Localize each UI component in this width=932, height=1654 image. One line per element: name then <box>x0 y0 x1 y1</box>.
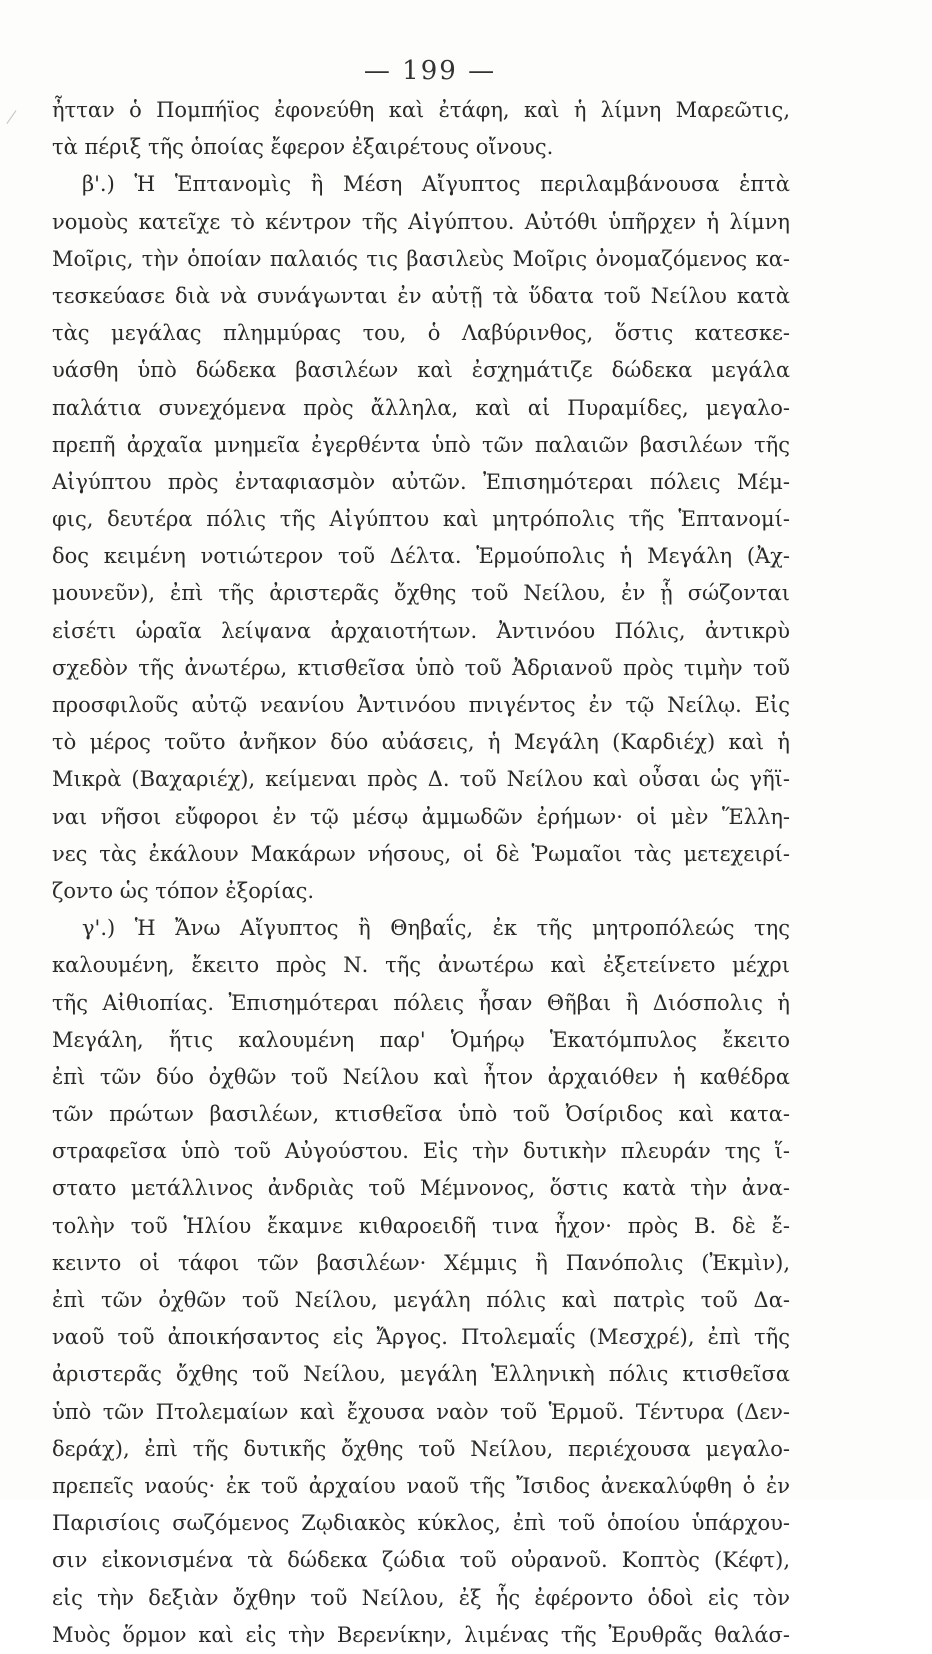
text-line: νες τὰς ἐκάλουν Μακάρων νήσους, οἱ δὲ Ῥωμαῖοι τὰς μετεχειρί- <box>52 841 790 866</box>
text-line: υάσθη ὑπὸ δώδεκα βασιλέων καὶ ἐσχημάτιζε δώδεκα μεγάλα <box>52 358 790 383</box>
text-line: σχεδὸν τῆς ἀνωτέρω, κτισθεῖσα ὑπὸ τοῦ Ἀδριανοῦ πρὸς τιμὴν τοῦ <box>52 655 790 680</box>
text-line: τὸ μέρος τοῦτο ἀνῆκον δύο αὐάσεις, ἡ Μεγάλη (Καρδιέχ) καὶ ἡ <box>52 730 790 755</box>
text-line: εἰσέτι ὡραῖα λείψανα ἀρχαιοτήτων. Ἀντινόου Πόλις, ἀντικρὺ <box>52 618 790 643</box>
text-line: τολὴν τοῦ Ἡλίου ἔκαμνε κιθαροειδῆ τινα ἦχον· πρὸς Β. δὲ ἔ- <box>52 1213 790 1238</box>
text-line: Μεγάλη, ἥτις καλουμένη παρ' Ὁμήρῳ Ἑκατόμπυλος ἔκειτο <box>52 1027 790 1052</box>
text-line: τεσκεύασε διὰ νὰ συνάγωνται ἐν αὐτῇ τὰ ὕδατα τοῦ Νείλου κατὰ <box>52 283 790 308</box>
text-line: στραφεῖσα ὑπὸ τοῦ Αὐγούστου. Εἰς τὴν δυτικὴν πλευράν της ἵ- <box>52 1139 790 1164</box>
text-line: Μοῖρις, τὴν ὁποίαν παλαιός τις βασιλεὺς Μοῖρις ὀνομαζόμενος κα- <box>52 246 790 271</box>
text-line: γ'.) Ἡ Ἄνω Αἴγυπτος ἢ Θηβαΐς, ἐκ τῆς μητροπόλεώς της <box>82 916 790 941</box>
text-line: τῶν πρώτων βασιλέων, κτισθεῖσα ὑπὸ τοῦ Ὀσίριδος καὶ κατα- <box>52 1102 790 1127</box>
text-line: παλάτια συνεχόμενα πρὸς ἄλληλα, καὶ αἱ Πυραμίδες, μεγαλο- <box>52 395 790 420</box>
margin-mark <box>6 110 24 129</box>
text-line: σιν εἰκονισμένα τὰ δώδεκα ζώδια τοῦ οὐρανοῦ. Κοπτὸς (Κέφτ), <box>52 1548 790 1573</box>
text-line: στατο μετάλλινος ἀνδριὰς τοῦ Μέμνονος, ὅστις κατὰ τὴν ἀνα- <box>52 1176 790 1201</box>
text-line: πρεπεῖς ναούς· ἐκ τοῦ ἀρχαίου ναοῦ τῆς Ἴσιδος ἀνεκαλύφθη ὁ ἐν <box>52 1473 790 1498</box>
text-line: ὑπὸ τῶν Πτολεμαίων καὶ ἔχουσα ναὸν τοῦ Ἑρμοῦ. Τέντυρα (Δεν- <box>52 1399 790 1424</box>
text-line: μουνεῦν), ἐπὶ τῆς ἀριστερᾶς ὄχθης τοῦ Νείλου, ἐν ᾗ σώζονται <box>52 581 790 606</box>
text-line: Μυὸς ὅρμον καὶ εἰς τὴν Βερενίκην, λιμένας τῆς Ἐρυθρᾶς θαλάσ- <box>52 1622 790 1647</box>
text-line: δος κειμένη νοτιώτερον τοῦ Δέλτα. Ἑρμούπολις ἡ Μεγάλη (Ἀχ- <box>52 544 790 569</box>
text-line: ἀριστερᾶς ὄχθης τοῦ Νείλου, μεγάλη Ἑλληνικὴ πόλις κτισθεῖσα <box>52 1362 790 1387</box>
text-line: Αἰγύπτου πρὸς ἐνταφιασμὸν αὐτῶν. Ἐπισημότεραι πόλεις Μέμ- <box>52 469 790 494</box>
text-line: ἐπὶ τῶν ὀχθῶν τοῦ Νείλου, μεγάλη πόλις καὶ πατρὶς τοῦ Δα- <box>52 1288 790 1312</box>
text-line: τῆς Αἰθιοπίας. Ἐπισημότεραι πόλεις ἦσαν Θῆβαι ἢ Διόσπολις ἡ <box>52 990 790 1015</box>
text-line: φις, δευτέρα πόλις τῆς Αἰγύπτου καὶ μητρόπολις τῆς Ἑπτανομί- <box>52 507 790 532</box>
text-line: τὰς μεγάλας πλημμύρας του, ὁ Λαβύρινθος, ὅστις κατεσκε- <box>52 321 790 346</box>
text-line: τὰ πέριξ τῆς ὁποίας ἔφερον ἐξαιρέτους οἴνους. <box>52 135 554 160</box>
text-line: εἰς τὴν δεξιὰν ὄχθην τοῦ Νείλου, ἐξ ἧς ἐφέροντο ὁδοὶ εἰς τὸν <box>52 1585 790 1610</box>
text-line: ναοῦ τοῦ ἀποικήσαντος εἰς Ἄργος. Πτολεμαΐς (Μεσχρέ), ἐπὶ τῆς <box>52 1325 790 1350</box>
text-line: προσφιλοῦς αὐτῷ νεανίου Ἀντινόου πνιγέντος ἐν τῷ Νείλῳ. Εἰς <box>52 693 790 717</box>
text-line: ζοντο ὡς τόπον ἐξορίας. <box>52 878 315 903</box>
text-line: πρεπῆ ἀρχαῖα μνημεῖα ἐγερθέντα ὑπὸ τῶν παλαιῶν βασιλέων τῆς <box>52 432 790 457</box>
text-line: ἐπὶ τῶν δύο ὀχθῶν τοῦ Νείλου καὶ ἦτον ἀρχαιόθεν ἡ καθέδρα <box>52 1064 790 1089</box>
text-line: Παρισίοις σωζόμενος Ζῳδιακὸς κύκλος, ἐπὶ τοῦ ὁποίου ὑπάρχου- <box>52 1511 790 1536</box>
body-text <box>52 92 790 1654</box>
page-number: — 199 — <box>363 56 497 86</box>
text-line: β'.) Ἡ Ἑπτανομὶς ἢ Μέση Αἴγυπτος περιλαμβάνουσα ἑπτὰ <box>82 172 790 197</box>
text-line: δεράχ), ἐπὶ τῆς δυτικῆς ὄχθης τοῦ Νείλου, περιέχουσα μεγαλο- <box>52 1436 790 1461</box>
text-line: ναι νῆσοι εὔφοροι ἐν τῷ μέσῳ ἀμμωδῶν ἐρήμων· οἱ μὲν Ἕλλη- <box>52 804 790 829</box>
text-line: ἦτταν ὁ Πομπήϊος ἐφονεύθη καὶ ἐτάφη, καὶ ἡ λίμνη Μαρεῶτις, <box>52 98 790 122</box>
text-line: Μικρὰ (Βαχαριέχ), κείμεναι πρὸς Δ. τοῦ Νείλου καὶ οὖσαι ὡς γῆϊ- <box>52 767 790 792</box>
text-line: καλουμένη, ἔκειτο πρὸς Ν. τῆς ἀνωτέρω καὶ ἐξετείνετο μέχρι <box>52 953 790 978</box>
text-line: νομοὺς κατεῖχε τὸ κέντρον τῆς Αἰγύπτου. Αὐτόθι ὑπῆρχεν ἡ λίμνη <box>52 209 790 234</box>
text-line: κειντο οἱ τάφοι τῶν βασιλέων· Χέμμις ἢ Πανόπολις (Ἐκμὶν), <box>52 1250 790 1275</box>
